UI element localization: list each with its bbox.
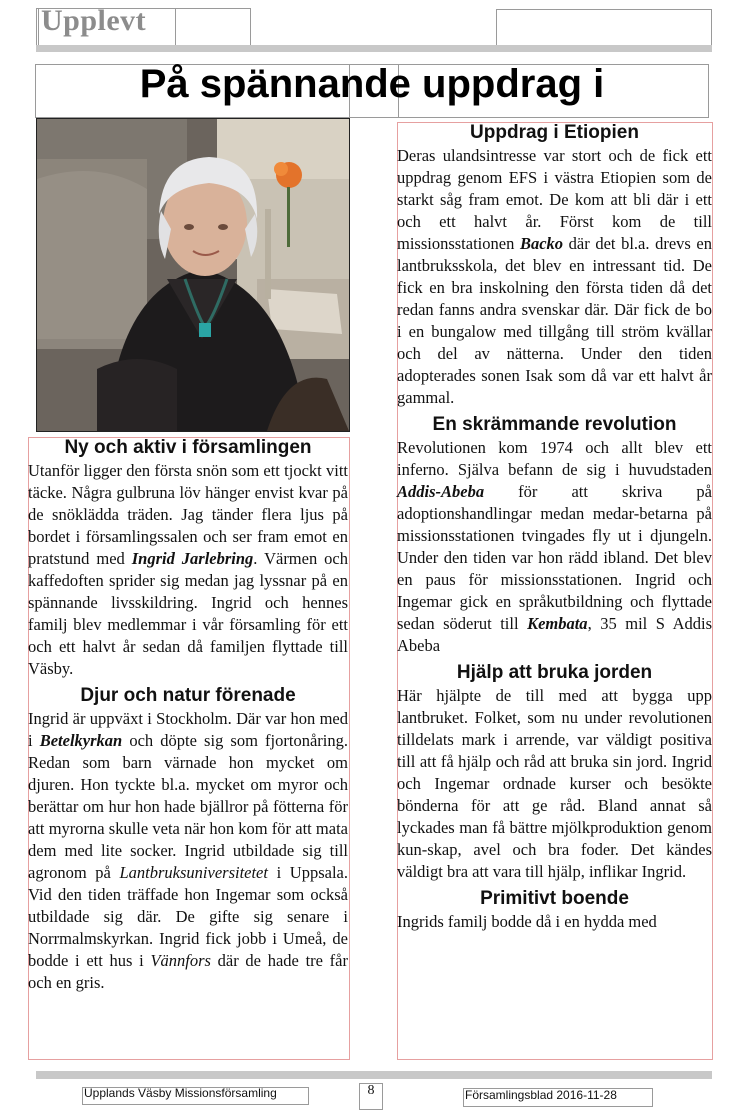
section-heading: Uppdrag i Etiopien — [470, 122, 639, 143]
section-heading: Djur och natur förenade — [80, 685, 296, 706]
paragraph: Deras ulandsintresse var stort och de fick ett uppdrag genom EFS i västra Etiopien som de starkt såg fram emot. De kom att bli där i ett och ett halvt år. Först kom de till missionsstationen Backo där det bl.a. drevs en lantbruksskola, det blev en intressant tid. De fick en bra inskolning den första tiden då det redan fanns andra svenskar där. Där fick de bo i en bungalow med tillgång till ström kvällar och del av nätterna. Under den tiden adopterades sonen Isak som då var ett halvt år gammal. — [397, 146, 713, 407]
place-emphasis: Betelkyrkan — [39, 731, 123, 750]
headline: På spännande uppdrag i — [139, 62, 605, 106]
name-emphasis: Ingrid Jarlebring — [131, 549, 254, 568]
right-column — [397, 121, 712, 933]
page-number: 8 — [367, 1083, 375, 1098]
italic-term: Lantbruksuniversitetet — [119, 863, 268, 882]
place-emphasis: Backo — [519, 234, 564, 253]
header-rule — [36, 45, 712, 52]
place-emphasis: Kembata — [527, 614, 588, 633]
portrait-photo — [36, 118, 350, 432]
section-heading: En skrämmande revolution — [432, 414, 677, 435]
place-emphasis: Addis-Abeba — [397, 482, 485, 501]
paragraph: Utanför ligger den första snön som ett tjockt vitt täcke. Några gulbruna löv hänger envist kvar på de snöklädda träden. Jag tänder flera ljus på bordet i församlingssalen och ser fram emot en pratstund med Ingrid Jarlebring. Värmen och kaffedoften sprider sig medan jag lyssnar på en spännande livsskildring. Ingrid och hennes familj blev medlemmar i vår församling för ett och ett halvt år sedan då familjen flyttade till Väsby. — [28, 461, 348, 678]
section-label: Upplevt — [41, 4, 147, 37]
section-heading: Primitivt boende — [480, 888, 629, 909]
footer-rule — [36, 1071, 712, 1079]
paragraph: Ingrid är uppväxt i Stockholm. Där var hon med i Betelkyrkan och döpte sig som fjortonåring. Redan som barn värnade hon mycket om djuren. Hon tyckte bl.a. mycket om myror och berättar om hur hon hade bjällror på fötterna för att myrorna skulle veta när hon kom för att mata dem med lite socker. Ingrid utbildade sig till agronom på Lantbruksuniversitetet i Uppsala. Vid den tiden träffade hon Ingemar som också utbildade sig där. De gifte sig senare i Norrmalmskyrkan. Ingrid fick jobb i Umeå, de bodde i ett hus i Vännfors där de hade tre får och en gris. — [28, 709, 348, 992]
section-heading: Hjälp att bruka jorden — [456, 662, 653, 683]
portrait-illustration-icon — [37, 119, 349, 431]
paragraph: Ingrids familj bodde då i en hydda med — [397, 912, 657, 931]
left-column — [28, 436, 348, 994]
section-heading: Ny och aktiv i församlingen — [64, 437, 312, 458]
footer-publisher: Upplands Väsby Missionsförsamling — [84, 1086, 277, 1100]
italic-term: Vännfors — [150, 951, 211, 970]
paragraph: Revolutionen kom 1974 och allt blev ett inferno. Själva befann de sig i huvudstaden Addis-Abeba för att skriva på adoptionshandlingar medan medar-betarna på missionsstationen tvingades fly ut i djungeln. Under den tiden var hon rädd ibland. Det blev en paus för missionsstationen. Ingrid och Ingemar gick en språkutbildning och flyttade sedan söderut till Kembata, 35 mil S Addis Abeba — [397, 438, 712, 655]
paragraph: Här hjälpte de till med att bygga upp lantbruket. Folket, som nu under revolutionen tilldelats mark i arrende, var väldigt positiva till att få hjälp och råd att bruka sin jord. Ingrid och Ingemar ordnade kurser och besökte bönderna för att ge råd. Bland annat så lyckades man få bättre mjölkproduktion genom kun-skap, avel och bra foder. Det kändes väldigt bra att vara till hjälp, inflikar Ingrid. — [397, 686, 712, 881]
footer-issue: Församlingsblad 2016-11-28 — [465, 1088, 617, 1102]
